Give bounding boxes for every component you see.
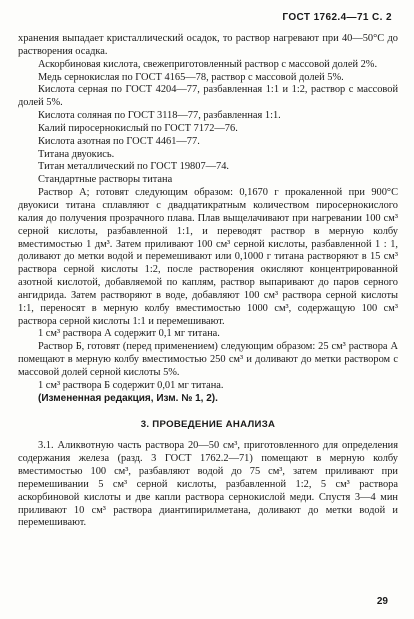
paragraph-solution-a: Раствор А; готовят следующим образом: 0,1670 г прокаленной при 900°С двуокиси титана сплавляют с двадцатикратным количеством пиросернокислого калия до получения прозрачного плава. Плав выщелачивают при нагревании 100 см³ серной кислоты, разбавленной 1:1, и переводят раствор в мерную колбу вместимостью 1 дм³. Затем приливают 100 см³ серной кислоты, разбавленной 1 : 1, доливают до метки водой и перемешивают или 0,1000 г титана растворяют в 15 см³ раствора серной кислоты 1:2, после растворения окисляют концентрированной азотной кислотой, добавляемой по каплям, раствор выпаривают до паров серного ангидрида. Затем растворяют в воде, добавляют 100 см³ раствора серной кислоты 1:1, переносят в мерную колбу вместимостью 1000 см³, содержащую 100 см³ раствора серной кислоты 1:1 и перемешивают. (18, 187, 398, 327)
paragraph-ascorbic-acid: Аскорбиновая кислота, свежеприготовленный раствор с массовой долей 2%. (38, 58, 378, 70)
paragraph-solution-b-content: 1 см³ раствора Б содержит 0,01 мг титана. (38, 379, 224, 391)
paragraph-copper-sulfate: Медь сернокислая по ГОСТ 4165—78, раствор с массовой долей 5%. (38, 71, 344, 83)
page-header: ГОСТ 1762.4—71 С. 2 (282, 12, 392, 23)
amendment-note: (Измененная редакция, Изм. № 1, 2). (38, 392, 218, 404)
paragraph-titanium-metal: Титан металлический по ГОСТ 19807—74. (38, 161, 230, 173)
paragraph-sulfuric-acid: Кислота серная по ГОСТ 4204—77, разбавленная 1:1 и 1:2, раствор с массовой долей 5%. (18, 84, 398, 109)
paragraph-solution-b: Раствор Б, готовят (перед применением) следующим образом: 25 см³ раствора А помещают в мерную колбу вместимостью 250 см³ и доливают до метки раствором с массовой долей серной кислоты 5%. (18, 341, 398, 378)
paragraph-titanium-dioxide: Титана двуокись. (38, 148, 115, 160)
paragraph-standard-solutions-heading: Стандартные растворы титана (38, 174, 173, 186)
document-body (18, 33, 398, 530)
paragraph-solution-a-content: 1 см³ раствора А содержит 0,1 мг титана. (38, 328, 220, 340)
paragraph-nitric-acid: Кислота азотная по ГОСТ 4461—77. (38, 135, 200, 147)
paragraph-continuation: хранения выпадает кристаллический осадок, то раствор нагревают при 40—50°С до растворения осадка. (18, 33, 398, 57)
paragraph-analysis-procedure: 3.1. Аликвотную часть раствора 20—50 см³, приготовленного для определения содержания железа (разд. 3 ГОСТ 1762.2—71) помещают в мерную колбу вместимостью 100 см³, разбавляют водой до 75 см³, затем приливают при перемешивании 5 см³ серной кислоты, разбавленной 1:2, 5 см³ раствора аскорбиновой кислоты и две капли раствора сернокислой меди. Спустя 3—4 мин приливают 10 см³ раствора диантипирилметана, доливают до метки водой и перемешивают. (18, 440, 398, 529)
paragraph-hydrochloric-acid: Кислота соляная по ГОСТ 3118—77, разбавленная 1:1. (38, 110, 281, 122)
paragraph-potassium-pyrosulfate: Калий пиросернокислый по ГОСТ 7172—76. (38, 122, 238, 134)
section-title: 3. ПРОВЕДЕНИЕ АНАЛИЗА (140, 419, 276, 431)
page-number: 29 (376, 596, 388, 607)
